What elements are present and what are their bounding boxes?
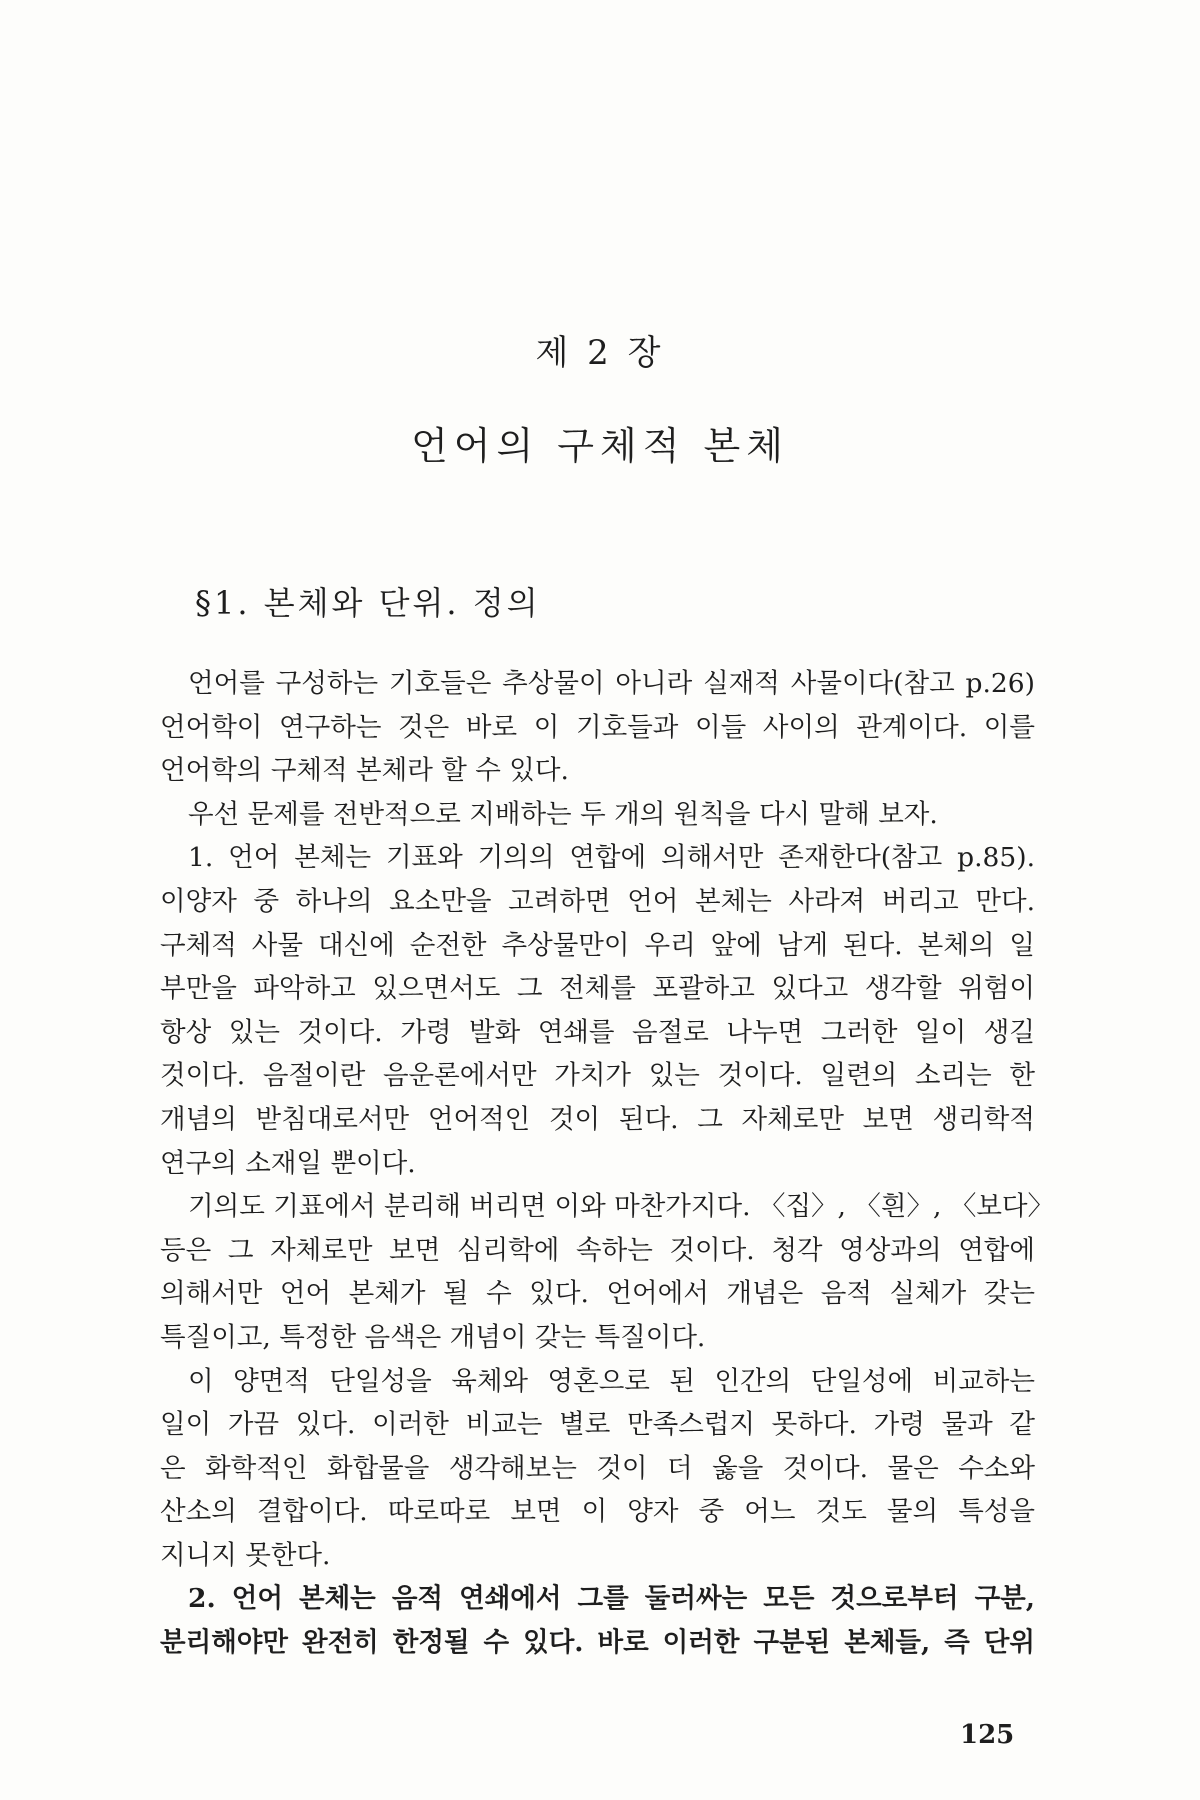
text-line: 산소의 결합이다. 따로따로 보면 이 양자 중 어느 것도 물의 특성을 xyxy=(160,1496,1035,1528)
paragraph xyxy=(160,662,1035,793)
text-line: 언어학의 구체적 본체라 할 수 있다. xyxy=(160,755,569,787)
text-line: 일이 가끔 있다. 이러한 비교는 별로 만족스럽지 못하다. 가령 물과 같 xyxy=(160,1409,1035,1441)
chapter-label: 제 2 장 xyxy=(535,333,665,373)
text-line: 지니지 못한다. xyxy=(160,1539,331,1571)
chapter-title: 언어의 구체적 본체 xyxy=(411,424,789,468)
paragraph xyxy=(160,1185,1055,1359)
page-number: 125 xyxy=(960,1720,1015,1750)
text-line: 개념의 받침대로서만 언어적인 것이 된다. 그 자체로만 보면 생리학적 xyxy=(160,1103,1035,1135)
text-line: 등은 그 자체로만 보면 심리학에 속하는 것이다. 청각 영상과의 연합에 xyxy=(160,1234,1035,1266)
text-line: 우선 문제를 전반적으로 지배하는 두 개의 원칙을 다시 말해 보자. xyxy=(188,798,938,830)
paragraph xyxy=(160,793,1035,837)
text-line: 은 화학적인 화합물을 생각해보는 것이 더 옳을 것이다. 물은 수소와 xyxy=(160,1452,1035,1484)
text-line: 구체적 사물 대신에 순전한 추상물만이 우리 앞에 남게 된다. 본체의 일 xyxy=(160,929,1035,961)
paragraph xyxy=(160,836,1035,1185)
text-line: 연구의 소재일 뿐이다. xyxy=(160,1147,416,1179)
text-line: 항상 있는 것이다. 가령 발화 연쇄를 음절로 나누면 그러한 일이 생길 xyxy=(160,1016,1035,1048)
body-text xyxy=(160,662,1055,1665)
text-line: 의해서만 언어 본체가 될 수 있다. 언어에서 개념은 음적 실체가 갖는 xyxy=(160,1278,1035,1310)
text-line: 1. 언어 본체는 기표와 기의의 연합에 의해서만 존재한다(참고 p.85). xyxy=(188,842,1035,874)
text-line: 언어학이 연구하는 것은 바로 이 기호들과 이들 사이의 관계이다. 이를 xyxy=(160,711,1035,743)
text-line: 부만을 파악하고 있으면서도 그 전체를 포괄하고 있다고 생각할 위험이 xyxy=(160,973,1035,1005)
paragraph xyxy=(160,1360,1035,1578)
text-line: 이 양면적 단일성을 육체와 영혼으로 된 인간의 단일성에 비교하는 xyxy=(188,1365,1035,1397)
text-line: 이양자 중 하나의 요소만을 고려하면 언어 본체는 사라져 버리고 만다. xyxy=(160,885,1035,917)
text-line: 2. 언어 본체는 음적 연쇄에서 그를 둘러싸는 모든 것으로부터 구분, xyxy=(188,1583,1035,1615)
text-line: 분리해야만 완전히 한정될 수 있다. 바로 이러한 구분된 본체들, 즉 단위 xyxy=(160,1627,1035,1659)
text-line: 것이다. 음절이란 음운론에서만 가치가 있는 것이다. 일련의 소리는 한 xyxy=(160,1060,1035,1092)
section-heading: §1. 본체와 단위. 정의 xyxy=(195,584,541,622)
paragraph xyxy=(160,1577,1035,1664)
text-line: 언어를 구성하는 기호들은 추상물이 아니라 실재적 사물이다(참고 p.26) xyxy=(188,668,1035,699)
text-line: 특질이고, 특정한 음색은 개념이 갖는 특질이다. xyxy=(160,1321,706,1353)
text-line: 기의도 기표에서 분리해 버리면 이와 마찬가지다. 〈집〉, 〈흰〉, 〈보다〉 xyxy=(188,1191,1055,1223)
